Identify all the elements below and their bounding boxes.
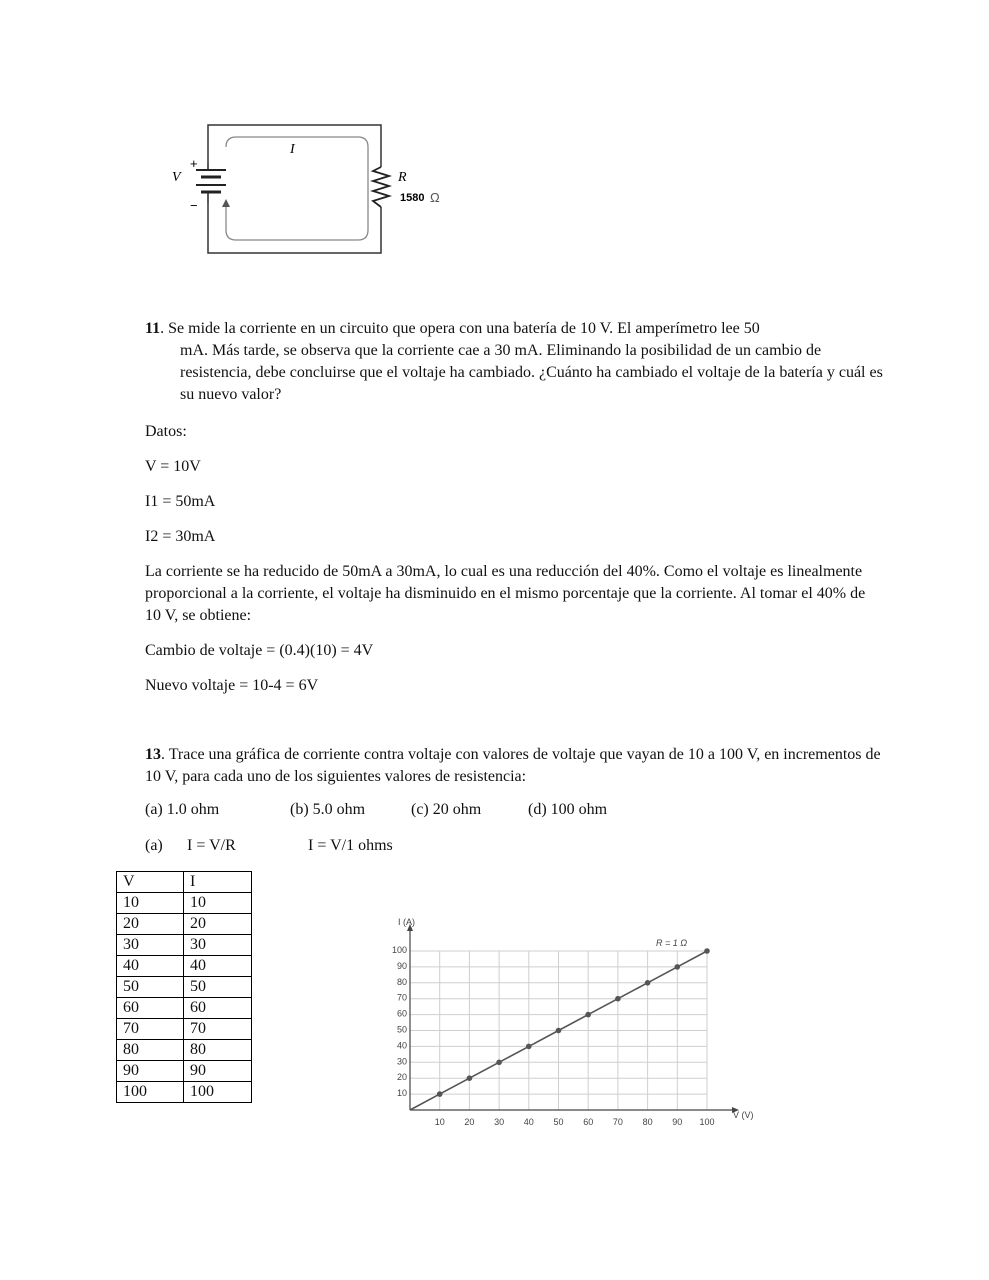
- voltage-label: V: [172, 170, 181, 185]
- x-tick-label: 60: [583, 1117, 594, 1127]
- data-point: [645, 980, 651, 986]
- table-row: [117, 1061, 252, 1082]
- table-row: [117, 893, 252, 914]
- series-annotation: R = 1 Ω: [656, 938, 688, 948]
- circuit-diagram: [160, 115, 460, 265]
- formula: I = V/R: [187, 837, 236, 854]
- question-13-text: . Trace una gráfica de corriente contra voltaje con valores de voltaje que vayan de 10 a 100 V, en incrementos de 10 V, para cada uno de los siguientes valores de resistencia:: [145, 746, 881, 785]
- table-cell: 40: [184, 956, 252, 977]
- x-tick-label: 20: [464, 1117, 475, 1127]
- question-13-number: 13: [145, 746, 161, 763]
- data-point: [615, 996, 621, 1002]
- y-tick-label: 60: [396, 1008, 407, 1019]
- table-row: [117, 1040, 252, 1061]
- resistance-value: 1580: [400, 192, 425, 204]
- iv-chart: [360, 905, 780, 1140]
- given-current-1: I1 = 50mA: [145, 493, 216, 510]
- table-cell: 60: [117, 998, 184, 1019]
- x-tick-label: 90: [672, 1117, 683, 1127]
- table-cell: 80: [184, 1040, 252, 1061]
- data-point: [437, 1091, 443, 1097]
- table-cell: 30: [117, 935, 184, 956]
- new-voltage: Nuevo voltaje = 10-4 = 6V: [145, 677, 319, 694]
- question-11-text-rest: mA. Más tarde, se observa que la corriente cae a 30 mA. Eliminando la posibilidad de un cambio de resistencia, debe concluirse que el voltaje ha cambiado. ¿Cuánto ha cambiado el voltaje de la batería y cuál es su nuevo valor?: [180, 342, 883, 403]
- given-current-2: I2 = 30mA: [145, 528, 216, 545]
- table-cell: 60: [184, 998, 252, 1019]
- table-cell: 80: [117, 1040, 184, 1061]
- x-tick-label: 70: [612, 1117, 623, 1127]
- table-row: [117, 956, 252, 977]
- x-tick-label: 10: [434, 1117, 445, 1127]
- table-row: [117, 935, 252, 956]
- minus-sign: −: [190, 198, 198, 213]
- table-header-v: V: [117, 872, 184, 893]
- y-tick-label: 10: [396, 1088, 407, 1099]
- y-tick-label: 80: [396, 976, 407, 987]
- table-cell: 100: [184, 1082, 252, 1103]
- x-tick-label: 40: [523, 1117, 534, 1127]
- data-point: [467, 1075, 473, 1081]
- table-row: [117, 998, 252, 1019]
- explanation-paragraph: La corriente se ha reducido de 50mA a 30mA, lo cual es una reducción del 40%. Como el voltaje es linealmente proporcional a la corriente, el voltaje ha disminuido en el mismo porcentaje que la corriente. Al tomar el 40% de 10 V, se obtiene:: [145, 563, 866, 624]
- current-arrow-icon: [222, 199, 230, 207]
- y-axis-label: I (A): [398, 917, 415, 927]
- option-a: (a) 1.0 ohm: [145, 801, 220, 818]
- current-label: I: [290, 142, 295, 157]
- data-point: [704, 948, 710, 954]
- y-tick-label: 50: [396, 1024, 407, 1035]
- y-tick-label: 20: [396, 1072, 407, 1083]
- ohm-symbol: Ω: [430, 190, 440, 205]
- resistor-label: R: [398, 170, 407, 185]
- table-cell: 50: [117, 977, 184, 998]
- table-cell: 50: [184, 977, 252, 998]
- given-voltage: V = 10V: [145, 458, 201, 475]
- table-cell: 90: [117, 1061, 184, 1082]
- table-row: [117, 1019, 252, 1040]
- voltage-change: Cambio de voltaje = (0.4)(10) = 4V: [145, 642, 374, 659]
- data-point: [675, 964, 681, 970]
- y-tick-label: 100: [391, 945, 407, 955]
- resistor-icon: [373, 167, 389, 207]
- x-tick-label: 30: [494, 1117, 505, 1127]
- y-tick-label: 90: [396, 960, 407, 971]
- question-11-number: 11: [145, 320, 161, 337]
- table-cell: 20: [184, 914, 252, 935]
- table-header-i: I: [184, 872, 252, 893]
- data-point: [526, 1044, 532, 1050]
- table-cell: 10: [117, 893, 184, 914]
- table-cell: 90: [184, 1061, 252, 1082]
- table-cell: 30: [184, 935, 252, 956]
- table-row: [117, 1082, 252, 1103]
- part-a-label: (a): [145, 837, 163, 854]
- table-header-row: [117, 872, 252, 893]
- table-row: [117, 977, 252, 998]
- battery-icon: [196, 163, 226, 203]
- table-row: [117, 914, 252, 935]
- question-11: [145, 318, 885, 406]
- data-table: [116, 871, 252, 1103]
- question-11-text-first: . Se mide la corriente en un circuito que opera con una batería de 10 V. El amperímetro lee 50: [160, 320, 760, 337]
- current-loop: [226, 137, 368, 240]
- y-tick-label: 40: [396, 1040, 407, 1051]
- table-cell: 40: [117, 956, 184, 977]
- datos-label: Datos:: [145, 423, 187, 440]
- formula-applied: I = V/1 ohms: [308, 837, 393, 854]
- chart-series: [410, 948, 710, 1110]
- table-cell: 10: [184, 893, 252, 914]
- y-tick-label: 30: [396, 1056, 407, 1067]
- x-tick-label: 100: [699, 1117, 715, 1127]
- data-point: [556, 1028, 562, 1034]
- option-b: (b) 5.0 ohm: [290, 801, 366, 818]
- plus-sign: +: [190, 156, 198, 171]
- table-cell: 100: [117, 1082, 184, 1103]
- table-cell: 70: [117, 1019, 184, 1040]
- data-point: [585, 1012, 591, 1018]
- x-tick-label: 80: [642, 1117, 653, 1127]
- table-cell: 70: [184, 1019, 252, 1040]
- table-cell: 20: [117, 914, 184, 935]
- option-c: (c) 20 ohm: [411, 801, 482, 818]
- y-tick-label: 70: [396, 992, 407, 1003]
- data-point: [496, 1060, 502, 1066]
- option-d: (d) 100 ohm: [528, 801, 608, 818]
- x-axis-label: V (V): [733, 1110, 754, 1120]
- question-13: [145, 744, 885, 788]
- x-tick-label: 50: [553, 1117, 564, 1127]
